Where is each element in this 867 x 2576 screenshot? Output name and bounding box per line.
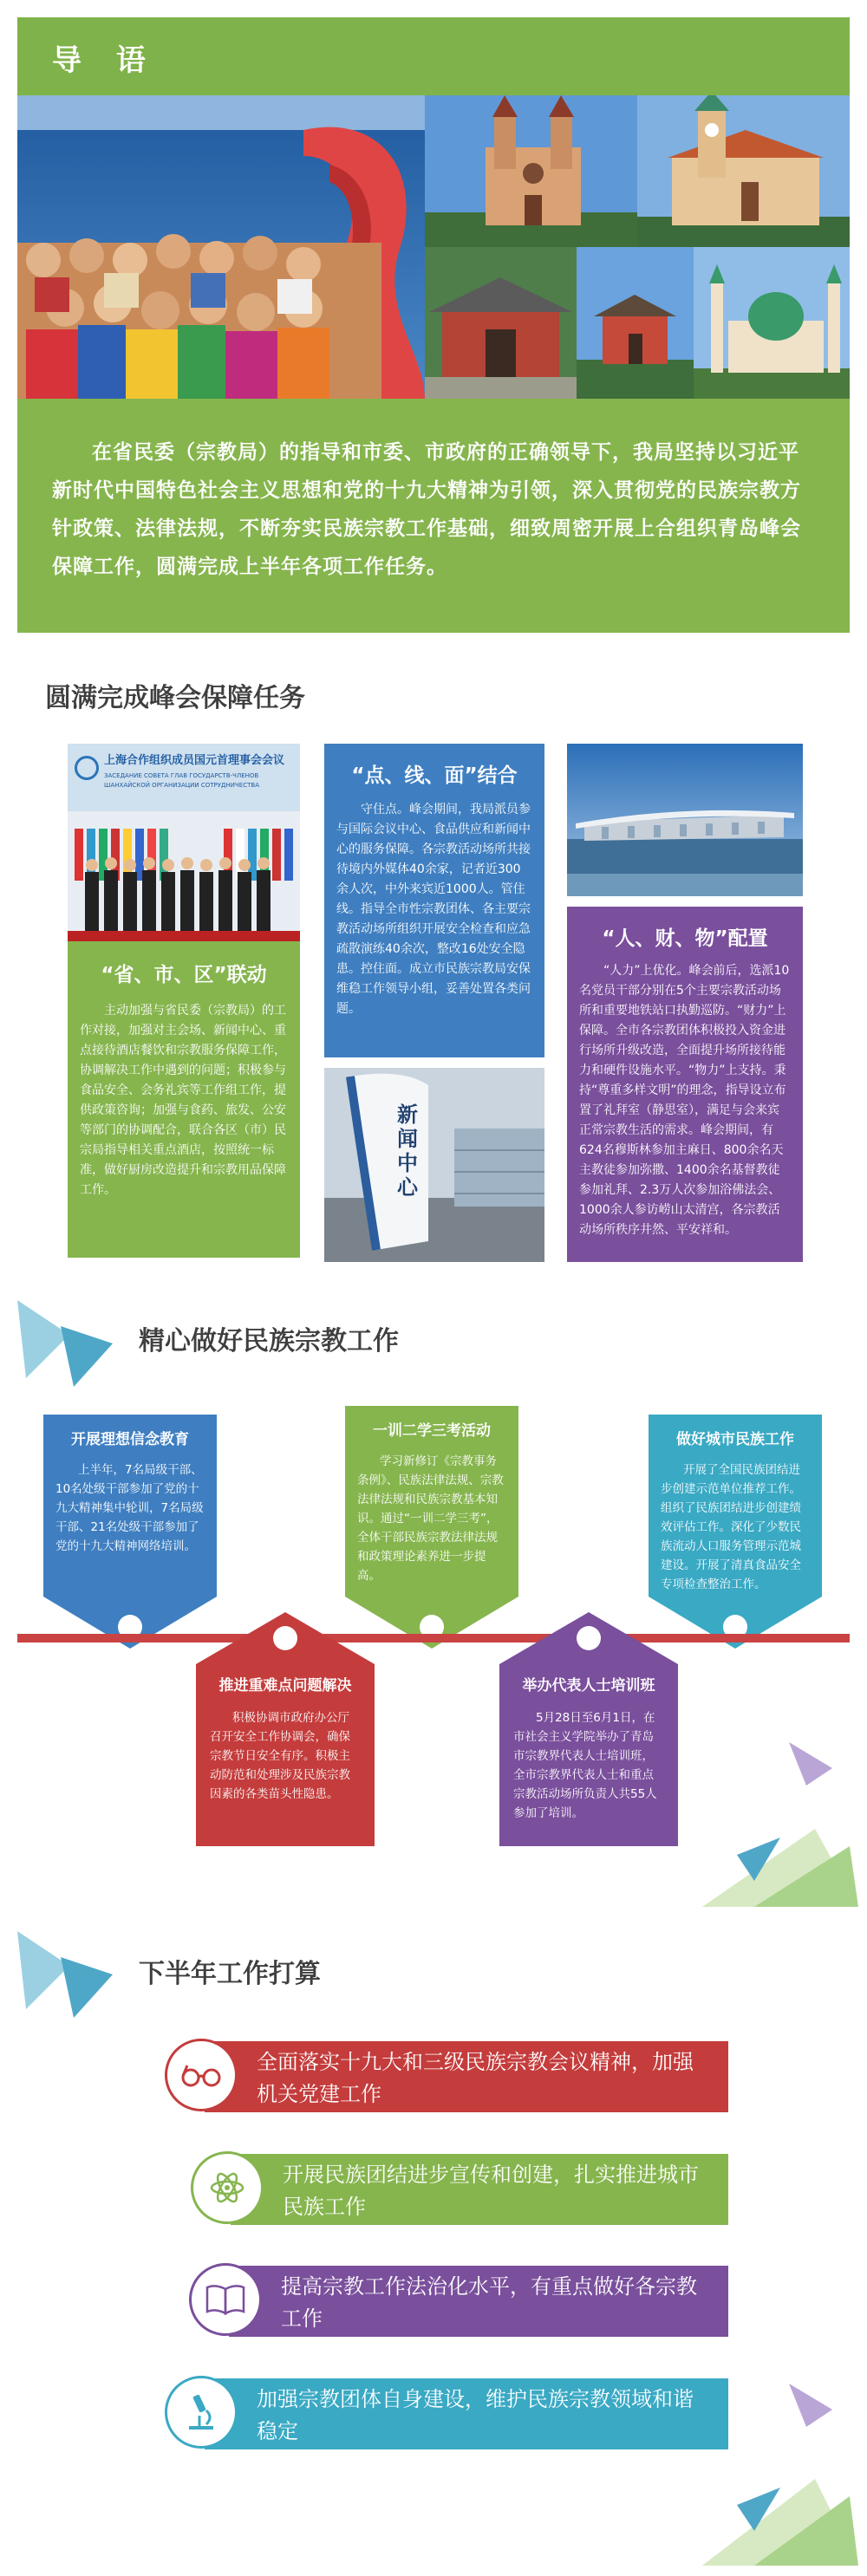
plan-item-2	[231, 2154, 728, 2225]
tag1-body: 上半年，7名局级干部、10名处级干部参加了党的十九大精神集中轮训，7名局级干部、21名处级干部参加了党的十九大精神网络培训。	[55, 1463, 204, 1553]
plan-item-1-text: 全面落实十九大和三级民族宗教会议精神，加强机关党建工作	[257, 2050, 694, 2106]
panel2-title: “点、线、面”结合	[351, 764, 518, 787]
plan-item-4	[205, 2378, 728, 2449]
panel-point-line-surface	[324, 744, 544, 1057]
triangle-decoration-bottom	[685, 2375, 858, 2566]
tag-representative-training	[499, 1612, 678, 1846]
banner-subtitle-2: ШАНХАЙСКОЙ ОРГАНИЗАЦИИ СОТРУДНИЧЕСТВА	[104, 782, 259, 789]
banner-subtitle-1: ЗАСЕДАНИЕ СОВЕТА ГЛАВ ГОСУДАРСТВ-ЧЛЕНОВ	[104, 772, 259, 779]
glasses-icon	[165, 2039, 238, 2111]
tag5-body: 开展了全国民族团结进步创建示范单位推荐工作。组织了民族团结进步创建绩效评估工作。深化了少数民族流动人口服务管理示范城建设。开展了清真食品安全专项检查整治工作。	[661, 1463, 801, 1591]
intro-header-title: 导 语	[52, 43, 158, 78]
panel2-body: 守住点。峰会期间，我局派员参与国际会议中心、食品供应和新闻中心的服务保障。各宗教活动场所共接待境内外媒体40余家，记者近300余人次，中外来宾近1000人。管住线。指导全市性宗教团体、各主要宗教活动场所组织开展安全检查和应急疏散演练40余次，整改16处安全隐患。控住面。成立市民族宗教局安保维稳工作领导小组，妥善处置各类问题。	[336, 803, 531, 1016]
conference-center-photo	[567, 744, 803, 896]
press-center-photo	[324, 1068, 544, 1262]
panel-people-money-materials	[567, 907, 803, 1262]
panel-province-city-district	[68, 941, 300, 1258]
mosque-photo	[694, 247, 850, 399]
book-icon	[189, 2263, 262, 2336]
tag2-title: 推进重难点问题解决	[218, 1677, 352, 1695]
panel1-body: 主动加强与省民委（宗教局）的工作对接，加强对主会场、新闻中心、重点接待酒店餐饮和宗教服务保障工作，协调解决工作中遇到的问题；积极参与食品安全、会务礼宾等工作组工作，提供政策咨询；加强与食药、旅发、公安等部门的协调配合，联合各区（市）民宗局指导相关重点酒店，按照统一标准，做好厨房改造提升和宗教用品保障工作。	[80, 1004, 286, 1197]
triangle-decoration-left	[9, 1291, 121, 1395]
plan-item-3	[229, 2266, 728, 2337]
tag3-body: 学习新修订《宗教事务条例》、民族法律法规、宗教法律法规和民族宗教基本知识。通过“一训二学三考”，全体干部民族宗教法律法规和政策理论素养进一步提高。	[357, 1454, 504, 1583]
panel1-title: “省、市、区”联动	[101, 964, 267, 986]
tag2-body: 积极协调市政府办公厅召开安全工作协调会，确保宗教节日安全有序。积极主动防范和处理涉及民族宗教因素的各类苗头性隐患。	[210, 1711, 350, 1801]
plan-item-4-text: 加强宗教团体自身建设，维护民族宗教领域和谐稳定	[257, 2387, 694, 2443]
tag1-title: 开展理想信念教育	[71, 1431, 189, 1448]
panel3-title: “人、财、物”配置	[602, 927, 768, 950]
triangle-decoration-plan	[9, 1922, 121, 2026]
sco-summit-photo	[68, 744, 300, 941]
triangle-decoration-right	[685, 1734, 858, 1907]
church-photo	[425, 95, 637, 247]
temple-photo	[425, 247, 577, 399]
plan-section-title: 下半年工作打算	[139, 1959, 321, 1989]
tag-train-learn-test	[345, 1406, 518, 1623]
atom-icon	[191, 2151, 264, 2224]
panel3-body: “人力”上优化。峰会前后，选派10名党员干部分别在5个主要宗教活动场所和重要地铁站口执勤巡防。“财力”上保障。全市各宗教团体积极投入资金进行场所升级改造，全面提升场所接待能力和硬件设施水平。“物力”上支持。秉持“尊重多样文明”的理念，指导设立布置了礼拜室（静思室），满足与会来宾正常宗教生活的需求。峰会期间，有624名穆斯林参加主麻日、800余名天主教徒参加弥撒、1400余名基督教徒参加礼拜、2.3万人次参加浴佛法会、1000余人参访崂山太清宫，各宗教活动场所秩序井然、平安祥和。	[579, 964, 790, 1237]
banner-title: 上海合作组织成员国元首理事会会议	[104, 754, 285, 767]
plan-item-1	[205, 2041, 728, 2112]
tag4-body: 5月28日至6月1日，在市社会主义学院举办了青岛市宗教界代表人士培训班，全市宗教界代表人士和重点宗教活动场所负责人共55人参加了培训。	[513, 1711, 657, 1820]
crowd-photo	[17, 95, 425, 399]
intro-photo-collage	[17, 95, 850, 399]
intro-paragraph: 在省民委（宗教局）的指导和市委、市政府的正确领导下，我局坚持以习近平新时代中国特色社会主义思想和党的十九大精神为引领，深入贯彻党的民族宗教方针政策、法律法规，不断夯实民族宗教工作基础，细致周密开展上合组织青岛峰会保障工作，圆满完成上半年各项工作任务。	[52, 441, 801, 578]
pagoda-photo	[577, 247, 694, 399]
ethnic-section-title: 精心做好民族宗教工作	[139, 1326, 399, 1356]
timeline-line	[17, 1634, 850, 1643]
plan-item-3-text: 提高宗教工作法治化水平，有重点做好各宗教工作	[281, 2274, 697, 2331]
tag-urban-ethnic-work	[649, 1415, 822, 1623]
tag-key-problem-resolution	[196, 1612, 375, 1846]
press-center-sign: 新闻中心	[397, 1103, 418, 1200]
tag4-title: 举办代表人士培训班	[522, 1677, 655, 1695]
microscope-icon	[165, 2376, 238, 2449]
summit-section-title: 圆满完成峰会保障任务	[45, 683, 305, 713]
tag3-title: 一训二学三考活动	[373, 1422, 491, 1440]
tag5-title: 做好城市民族工作	[676, 1431, 794, 1448]
plan-item-2-text: 开展民族团结进步宣传和创建，扎实推进城市民族工作	[283, 2163, 699, 2219]
intro-header	[17, 17, 850, 95]
clocktower-photo	[637, 95, 850, 247]
tag-ideal-belief-education	[43, 1415, 217, 1623]
intro-text-block	[17, 399, 850, 633]
